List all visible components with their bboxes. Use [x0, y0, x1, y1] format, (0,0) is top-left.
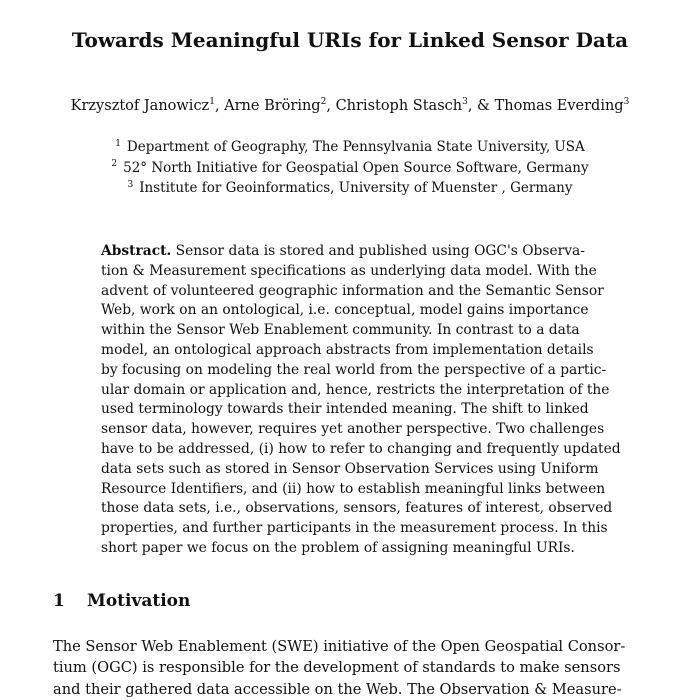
- abstract-line: have to be addressed, (i) how to refer to changing and frequently updated: [101, 440, 621, 457]
- abstract-line: Resource Identifiers, and (ii) how to establish meaningful links between: [101, 480, 606, 497]
- affiliation-number: 3: [127, 179, 134, 190]
- abstract-line: tion & Measurement specifications as underlying data model. With the: [101, 262, 597, 279]
- abstract-line: [101, 242, 585, 262]
- author-separator: ,: [214, 98, 225, 114]
- body-line: The Sensor Web Enablement (SWE) initiative of the Open Geospatial Consor-: [53, 638, 626, 655]
- abstract-label: Abstract.: [101, 243, 172, 259]
- affiliation-number: 1: [115, 138, 121, 149]
- section-number: 1: [53, 591, 65, 611]
- abstract-line: data sets such as stored in Sensor Observation Services using Uniform: [101, 460, 599, 477]
- author-separator: , &: [467, 98, 495, 114]
- abstract: [101, 242, 621, 559]
- affiliation-text: Department of Geography, The Pennsylvania State University, USA: [126, 139, 585, 155]
- abstract-line: used terminology towards their intended meaning. The shift to linked: [101, 401, 589, 418]
- author-affil-mark: 3: [623, 97, 630, 108]
- author-name: Christoph Stasch: [335, 98, 463, 114]
- author-affil-mark: 3: [462, 97, 468, 108]
- abstract-line: short paper we focus on the problem of assigning meaningful URIs.: [101, 539, 575, 556]
- affiliation: [0, 137, 700, 158]
- abstract-line: advent of volunteered geographic information and the Semantic Sensor: [101, 282, 604, 299]
- body-line: tium (OGC) is responsible for the development of standards to make sensors: [53, 659, 621, 677]
- abstract-line: those data sets, i.e., observations, sensors, features of interest, observed: [101, 500, 613, 517]
- affiliation-text: Institute for Geoinformatics, University of Muenster , Germany: [139, 180, 573, 196]
- section-heading: [53, 591, 190, 611]
- author-name: Thomas Everding: [494, 98, 624, 114]
- affiliation-number: 2: [111, 159, 118, 169]
- paper-title: Towards Meaningful URIs for Linked Sensor Data: [71, 28, 629, 52]
- body-paragraph: [53, 636, 626, 700]
- affiliation-list: [0, 137, 700, 199]
- abstract-line: properties, and further participants in the measurement process. In this: [101, 520, 608, 537]
- author-affil-mark: 2: [320, 97, 327, 108]
- abstract-line: ular domain or application and, hence, restricts the interpretation of the: [101, 381, 610, 398]
- body-line: and their gathered data accessible on the Web. The Observation & Measure-: [53, 680, 622, 698]
- affiliation: [0, 178, 700, 199]
- author-list: [0, 98, 700, 114]
- abstract-line: sensor data, however, requires yet another perspective. Two challenges: [101, 421, 605, 438]
- author-separator: ,: [326, 98, 336, 114]
- abstract-line: model, an ontological approach abstracts from implementation details: [101, 341, 594, 358]
- author-name: Arne Bröring: [224, 98, 321, 114]
- affiliation-text: 52° North Initiative for Geospatial Open Source Software, Germany: [123, 159, 589, 176]
- author-affil-mark: 1: [209, 97, 215, 108]
- section-title: Motivation: [87, 591, 191, 611]
- abstract-line-text: Sensor data is stored and published using OGC's Observa-: [175, 243, 585, 259]
- author-name: Krzysztof Janowicz: [70, 98, 210, 114]
- abstract-line: within the Sensor Web Enablement community. In contrast to a data: [101, 322, 580, 339]
- abstract-line: Web, work on an ontological, i.e. conceptual, model gains importance: [101, 302, 589, 319]
- affiliation: [0, 158, 700, 179]
- abstract-line: by focusing on modeling the real world from the perspective of a partic-: [101, 361, 607, 378]
